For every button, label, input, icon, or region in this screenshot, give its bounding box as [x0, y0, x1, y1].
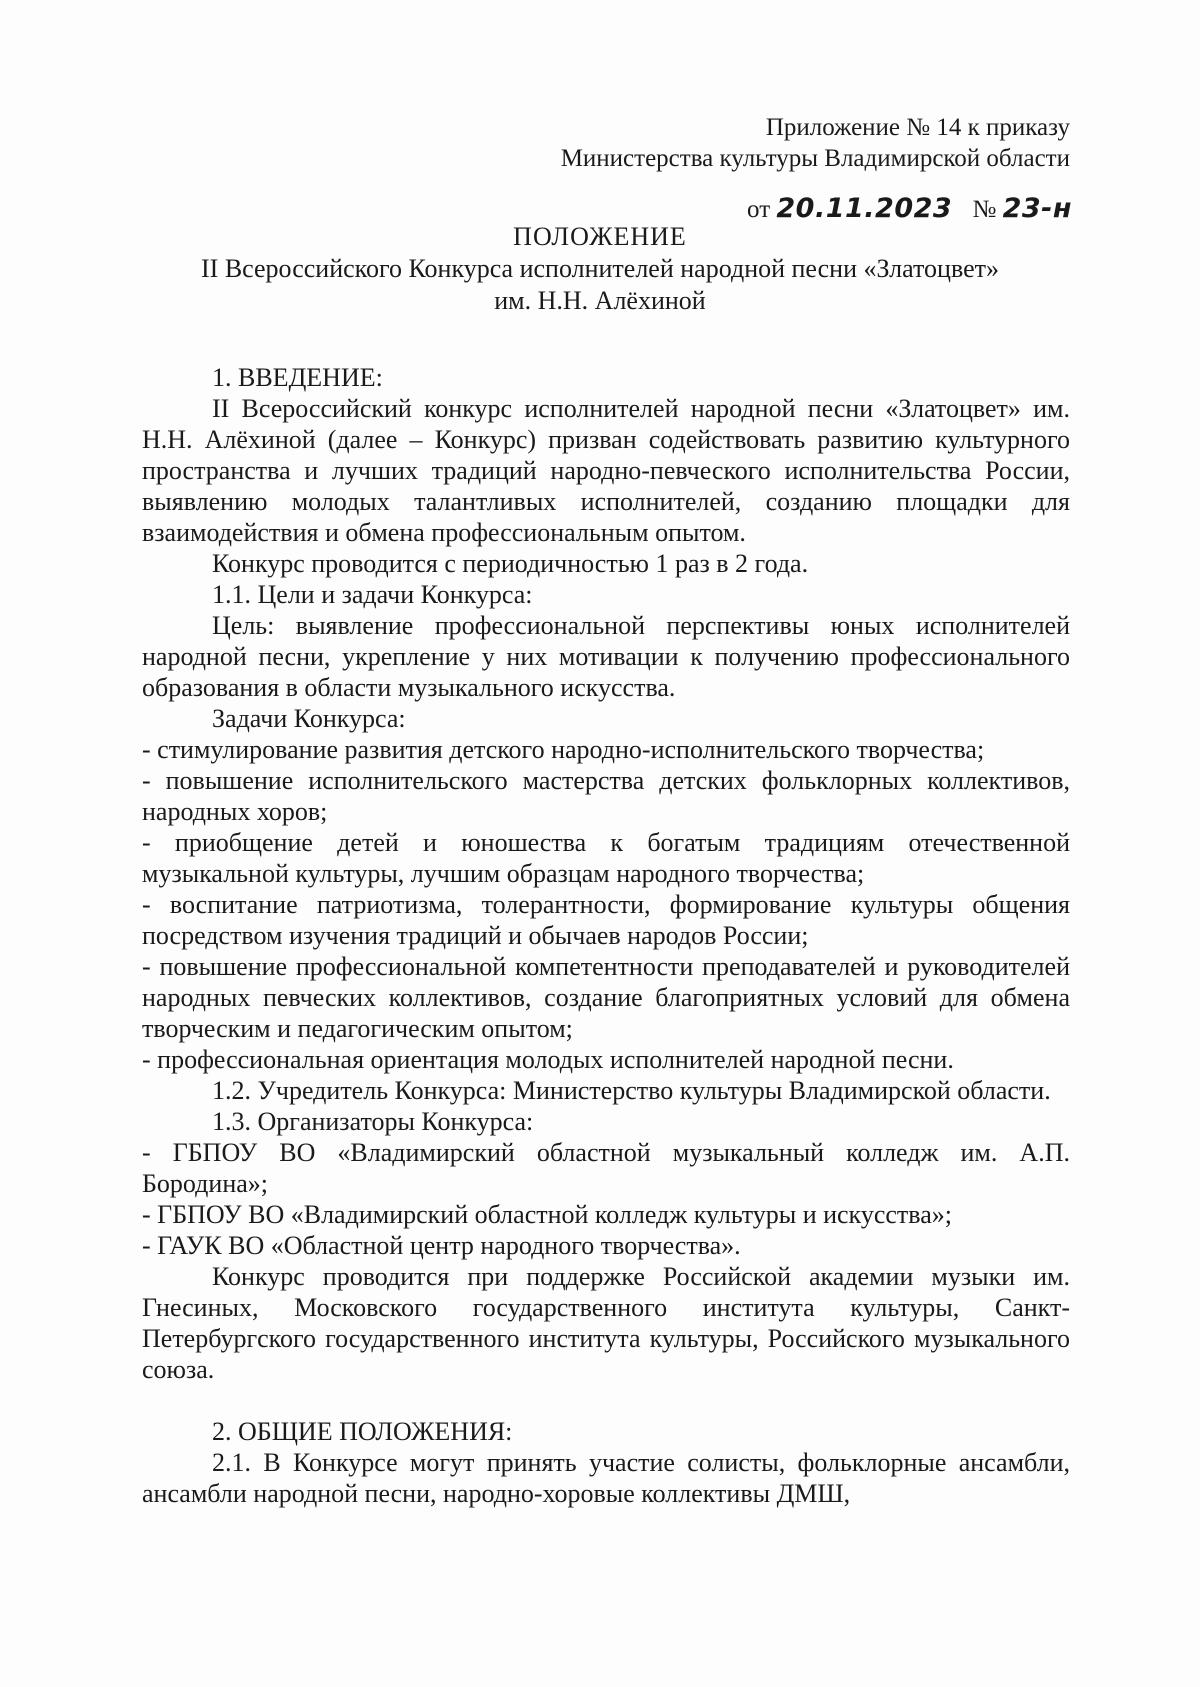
appendix-header — [561, 112, 1070, 174]
task-item: - профессиональная ориентация молодых исполнителей народной песни. — [142, 1045, 954, 1074]
appendix-line: Приложение № 14 к приказу — [765, 114, 1070, 141]
goals-heading: 1.1. Цели и задачи Конкурса: — [212, 580, 533, 609]
organizer-item: - ГБПОУ ВО «Владимирский областной колледж культуры и искусства»; — [142, 1200, 952, 1229]
title-line-1: ПОЛОЖЕНИЕ — [513, 222, 687, 251]
ministry-line: Министерства культуры Владимирской области — [560, 145, 1070, 172]
goal-paragraph: Цель: выявление профессиональной перспективы юных исполнителей народной песни, укрепление у них мотивации к получению профессионального образования в области музыкального искусства. — [142, 611, 1070, 702]
document-title — [130, 221, 1070, 317]
section-1-heading: 1. ВВЕДЕНИЕ: — [212, 363, 383, 392]
document-body — [142, 362, 1070, 1509]
organizers-heading: 1.3. Организаторы Конкурса: — [212, 1107, 534, 1136]
intro-paragraph: II Всероссийский конкурс исполнителей народной песни «Златоцвет» им. Н.Н. Алёхиной (далее – Конкурс) призван содействовать развитию культурного пространства и лучших традиций народно-певческого исполнительства России, выявлению молодых талантливых исполнителей, созданию площадки для взаимодействия и обмена профессиональным опытом. — [142, 394, 1070, 547]
task-item: - воспитание патриотизма, толерантности, формирование культуры общения посредством изучения традиций и обычаев народов России; — [142, 890, 1070, 950]
task-item: - приобщение детей и юношества к богатым традициям отечественной музыкальной культуры, лучшим образцам народного творчества; — [142, 828, 1070, 888]
title-line-3: им. Н.Н. Алёхиной — [494, 286, 706, 315]
task-item: - повышение исполнительского мастерства детских фольклорных коллективов, народных хоров; — [142, 766, 1070, 826]
section-2-heading: 2. ОБЩИЕ ПОЛОЖЕНИЯ: — [212, 1417, 513, 1446]
task-item: - повышение профессиональной компетентности преподавателей и руководителей народных певческих коллективов, создание благоприятных условий для обмена творческим и педагогическим опытом; — [142, 952, 1070, 1043]
handwritten-date: 20.11.2023 — [776, 193, 953, 224]
title-line-2: II Всероссийского Конкурса исполнителей народной песни «Златоцвет» — [201, 254, 999, 283]
periodicity-paragraph: Конкурс проводится с периодичностью 1 раз в 2 года. — [212, 549, 809, 578]
participants-paragraph: 2.1. В Конкурсе могут принять участие солисты, фольклорные ансамбли, ансамбли народной песни, народно-хоровые коллективы ДМШ, — [142, 1448, 1070, 1508]
date-prefix: от — [747, 196, 771, 223]
task-item: - стимулирование развития детского народно-исполнительского творчества; — [142, 735, 985, 764]
support-paragraph: Конкурс проводится при поддержке Российской академии музыки им. Гнесиных, Московского государственного института культуры, Санкт-Петербургского государственного института культуры, Российского музыкального союза. — [142, 1262, 1070, 1384]
handwritten-number: 23-н — [1002, 193, 1072, 224]
tasks-heading: Задачи Конкурса: — [212, 704, 406, 733]
section-spacer — [142, 1385, 1070, 1416]
founder-paragraph: 1.2. Учредитель Конкурса: Министерство культуры Владимирской области. — [212, 1076, 1051, 1105]
organizer-item: - ГАУК ВО «Областной центр народного творчества». — [142, 1231, 741, 1260]
organizer-item: - ГБПОУ ВО «Владимирский областной музыкальный колледж им. А.П. Бородина»; — [142, 1138, 1070, 1198]
number-prefix: № — [972, 196, 997, 223]
